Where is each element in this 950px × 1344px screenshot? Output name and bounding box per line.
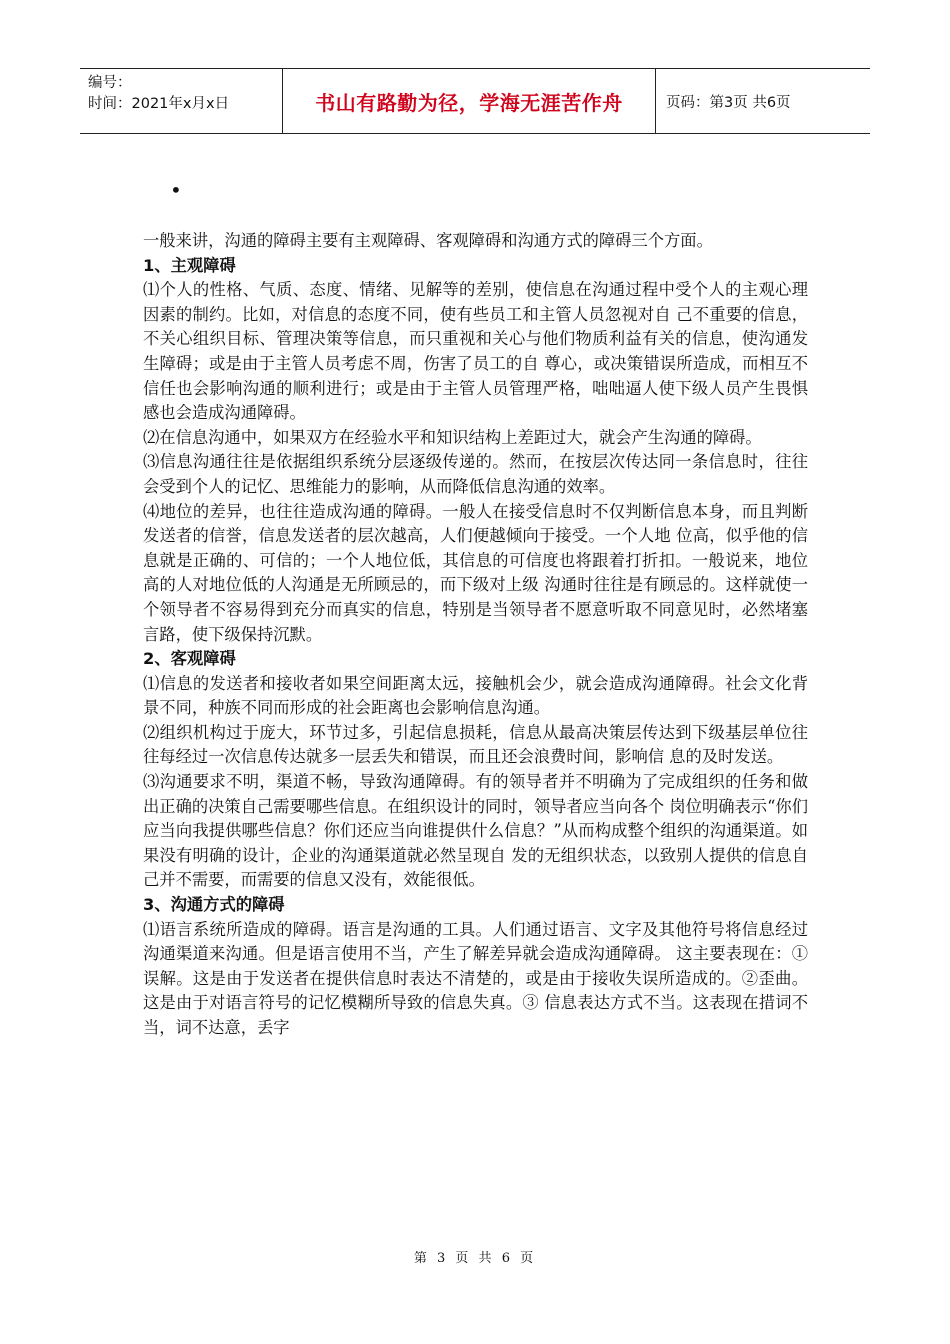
document-body [143,229,808,1041]
paragraph: ⑴个人的性格、气质、态度、情绪、见解等的差别，使信息在沟通过程中受个人的主观心理因素的制约。比如，对信息的态度不同，使有些员工和主管人员忽视对自 己不重要的信息，不关心组织目标、管理决策等信息，而只重视和关心与他们物质利益有关的信息，使沟通发生障碍；或是由于主管人员考虑不周，伤害了员工的自 尊心，或决策错误所造成，而相互不信任也会影响沟通的顺利进行；或是由于主管人员管理严格，咄咄逼人使下级人员产生畏惧感也会造成沟通障碍。 [143,280,808,423]
section-title-communication-method: 3、沟通方式的障碍 [143,895,285,915]
paragraph: ⑵组织机构过于庞大，环节过多，引起信息损耗，信息从最高决策层传达到下级基层单位往往每经过一次信息传达就多一层丢失和错误，而且还会浪费时间，影响信 息的及时发送。 [143,722,808,767]
document-time-label: 时间：2021年x月x日 [88,96,230,112]
paragraph: ⑶信息沟通往往是依据组织系统分层逐级传递的。然而，在按层次传达同一条信息时，往往会受到个人的记忆、思维能力的影响，从而降低信息沟通的效率。 [143,452,808,496]
paragraph: ⑶沟通要求不明，渠道不畅，导致沟通障碍。有的领导者并不明确为了完成组织的任务和做出正确的决策自己需要哪些信息。在组织设计的同时，领导者应当向各个 岗位明确表示“你们应当向我提供哪些信息？你们还应当向谁提供什么信息？”从而构成整个组织的沟通渠道。如果没有明确的设计，企业的沟通渠道就必然呈现自 发的无组织状态，以致别人提供的信息自己并不需要，而需要的信息又没有，效能很低。 [143,772,808,890]
header-motto: 书山有路勤为径，学海无涯苦作舟 [315,90,623,115]
paragraph: ⑵在信息沟通中，如果双方在经验水平和知识结构上差距过大，就会产生沟通的障碍。 [143,427,762,447]
header-page-info: 页码：第3页 共6页 [666,94,791,111]
bullet-point: • [170,178,182,202]
paragraph: ⑷地位的差异，也往往造成沟通的障碍。一般人在接受信息时不仅判断信息本身，而且判断发送者的信誉，信息发送者的层次越高，人们便越倾向于接受。一个人地 位高，似乎他的信息就是正确的、可信的；一个人地位低，其信息的可信度也将跟着打折扣。一般说来，地位高的人对地位低的人沟通是无所顾忌的，而下级对上级 沟通时往往是有顾忌的。这样就使一个领导者不容易得到充分而真实的信息，特别是当领导者不愿意听取不同意见时，必然堵塞言路，使下级保持沉默。 [143,501,808,644]
document-number-label: 编号： [88,75,132,91]
header-table [80,68,870,134]
paragraph: ⑴语言系统所造成的障碍。语言是沟通的工具。人们通过语言、文字及其他符号将信息经过沟通渠道来沟通。但是语言使用不当，产生了解差异就会造成沟通障碍。 这主要表现在：①误解。这是由于发送者在提供信息时表达不清楚的，或是由于接收失误所造成的。②歪曲。这是由于对语言符号的记忆模糊所导致的信息失真。③ 信息表达方式不当。这表现在措词不当，词不达意，丢字 [143,919,808,1037]
intro-paragraph: 一般来讲，沟通的障碍主要有主观障碍、客观障碍和沟通方式的障碍三个方面。 [143,231,713,250]
section-title-subjective: 1、主观障碍 [143,255,236,275]
paragraph: ⑴信息的发送者和接收者如果空间距离太远，接触机会少，就会造成沟通障碍。社会文化背景不同，种族不同而形成的社会距离也会影响信息沟通。 [143,673,808,718]
section-title-objective: 2、客观障碍 [143,649,236,669]
header-meta [80,69,283,133]
header-motto-cell [283,69,656,133]
page-footer: 第 3 页 共 6 页 [413,1251,537,1266]
